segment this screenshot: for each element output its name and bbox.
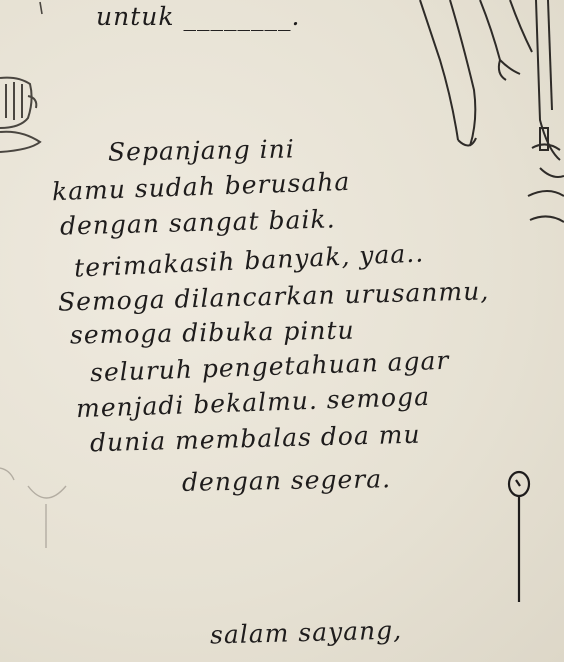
message-line-5: Semoga dilancarkan urusanmu, — [57, 276, 490, 317]
message-line-6: semoga dibuka pintu — [69, 315, 355, 350]
message-line-2: kamu sudah berusaha — [51, 166, 351, 207]
header-line: untuk ________. — [96, 2, 301, 31]
cup-sketch — [0, 78, 40, 152]
message-line-1: Sepanjang ini — [107, 134, 295, 167]
message-line-9: dunia membalas doa mu — [89, 419, 421, 458]
closing-line: salam sayang, — [209, 615, 403, 650]
message-line-4: terimakasih banyak, yaa.. — [73, 238, 425, 283]
balloon-doodle — [509, 472, 529, 602]
corner-marks — [40, 2, 42, 14]
message-line-10: dengan segera. — [181, 464, 392, 497]
hand-sketch — [420, 0, 564, 222]
message-line-3: dengan sangat baik. — [59, 204, 336, 241]
message-line-8: menjadi bekalmu. semoga — [75, 381, 431, 424]
faint-glass-sketch — [0, 468, 66, 548]
message-line-7: seluruh pengetahuan agar — [89, 345, 450, 388]
